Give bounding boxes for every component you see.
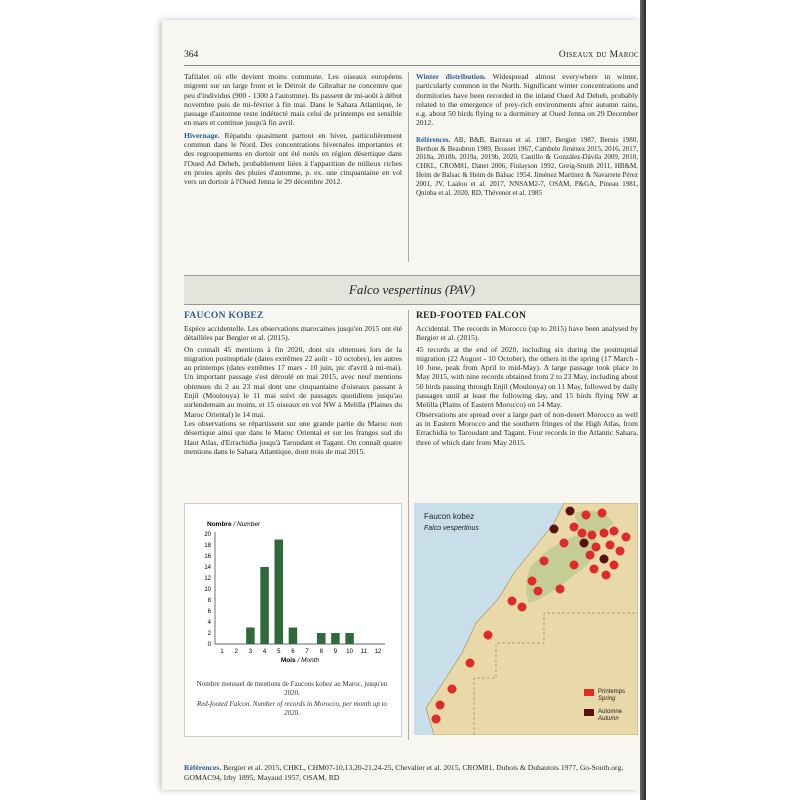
x-tick-label: 6	[291, 649, 295, 655]
spring-record-dot	[598, 509, 607, 518]
top-refs-label: Références.	[416, 135, 451, 144]
x-axis-label-en: / Month	[295, 657, 320, 664]
map-title: Faucon kobez	[424, 512, 475, 521]
top-refs-text: AB, B&B, Barreau et al. 1987, Bergier 1987, Bernis 1980, Berthon & Beaubrun 1989, Brosset 1967, Cambelo Jiménez 2015, 2016, 2017, 2018a, 2018b, 2019a, 2019b, 2020, Castillo & González-Dávila 2009, 2010, CHKL, CROM81, Danet 2006, Finlayson 1992, Greig-Smith 2011, HB&M, Heim de Balsac & Heim de Balsac 1954, Jiménez Martínez & Navarrete Pérez 2001, JV, Laalou et al. 2017, NNSAM2-7, OSAM, P&GA, Pineau 1981, Qninba et al. 2020, RD, Thévenot et al. 1985	[416, 135, 638, 197]
spring-record-dot	[610, 561, 619, 570]
french-heading: FAUCON KOBEZ	[184, 311, 264, 321]
distribution-map	[414, 503, 638, 735]
legend-autumn-en: Autumn	[598, 716, 619, 722]
bar-month-10	[345, 633, 354, 644]
autumn-record-dot	[600, 555, 609, 564]
x-tick-label: 5	[277, 649, 281, 655]
y-tick-label: 2	[207, 631, 211, 637]
x-tick-label: 10	[346, 649, 353, 655]
distribution-map-svg	[414, 503, 638, 735]
y-tick-label: 20	[204, 532, 211, 538]
y-axis-label-en: / Number	[231, 521, 261, 528]
spring-record-dot	[528, 577, 537, 586]
spring-record-dot	[586, 551, 595, 560]
hivernage-para	[184, 131, 402, 187]
book-page	[162, 20, 640, 790]
y-tick-label: 4	[207, 620, 211, 626]
spring-record-dot	[508, 597, 517, 606]
french-para-1: Espèce accidentelle. Les observations marocaines jusqu'en 2015 ont été détaillées par Bergier et al. (2015).	[184, 324, 402, 343]
top-french-para: Tafilalet où elle devient moins commune. Les oiseaux européens migrent sur un large front et le Détroit de Gibraltar ne concentre que peu d'individus (900 - 1300 à l'automne). Ils passent de mi-août à début novembre puis de mi-février à fin mai. Dans le Sahara Atlantique, le passage d'automne reste indétecté mais celui de printemps est sensible en mars et continue jusqu'à fin avril.	[184, 72, 402, 128]
bar-month-6	[289, 628, 298, 645]
spring-record-dot	[466, 659, 475, 668]
y-tick-label: 8	[207, 598, 211, 604]
hivernage-label: Hivernage.	[184, 130, 220, 140]
bottom-refs-text: Bergier et al. 2015, CHKL, CHM07-10,13,20-21,24-25, Chevalier et al. 2015, CROM81, Dubois & Duhautois 1977, Go-South.org, GOMAC94, Irby 1895, Mayaud 1957, OSAM, RD	[184, 763, 624, 782]
spring-record-dot	[606, 541, 615, 550]
autumn-record-dot	[550, 525, 559, 534]
english-column	[416, 324, 638, 447]
spring-record-dot	[610, 527, 619, 536]
x-tick-label: 9	[333, 649, 338, 655]
spring-record-dot	[602, 571, 611, 580]
map-subtitle: Falco vespertinus	[424, 525, 479, 532]
spring-record-dot	[432, 715, 441, 724]
y-tick-label: 10	[204, 587, 211, 593]
top-column-divider	[408, 72, 409, 262]
header-rule	[184, 65, 640, 66]
spring-record-dot	[582, 511, 591, 520]
spring-record-dot	[588, 531, 597, 540]
x-tick-label: 7	[305, 649, 309, 655]
winter-para	[416, 72, 638, 128]
english-heading: RED-FOOTED FALCON	[416, 311, 527, 321]
spring-record-dot	[448, 685, 457, 694]
bar-month-8	[317, 633, 326, 644]
legend-spring-fr: Printemps	[598, 689, 626, 695]
english-para-2: 45 records at the end of 2020, including six during the postnuptial migration (22 August - 10 October), the others in the spring (17 March - 10 June, peak from April to mid-May). A large passage took place in May 2015, with nine records obtained from 2 to 23 May, including about 50 birds passing through Enjil (Moulouya) on 11 May, followed by daily passages until at least the following day, and 15 birds flying NW at Melilla (Plains of Eastern Morocco) on 14 May.	[416, 344, 638, 410]
spring-record-dot	[570, 561, 579, 570]
y-tick-label: 12	[204, 576, 211, 582]
spring-record-dot	[600, 529, 609, 538]
chart-caption-en: Red-footed Falcon. Number of records in Morocco, per month up to 2020.	[196, 700, 388, 717]
species-title-band	[184, 275, 640, 305]
page-header	[184, 50, 639, 64]
x-axis-label	[281, 657, 320, 664]
page-gutter-shadow	[640, 0, 646, 800]
spring-record-dot	[616, 547, 625, 556]
english-para-3: Observations are spread over a large part of non-desert Morocco as well as in Eastern Morocco and the southern fringes of the High Atlas, from Errachidia to Taroudant and Tagant. Four records in the Atlantic Sahara, three of which date from May 2015.	[416, 409, 638, 447]
french-para-2: On connaît 45 mentions à fin 2020, dont six obtenues lors de la migration postnuptiale (dates extrêmes 22 août - 10 octobre), les autres au printemps (dates extrêmes 17 mars - 10 juin, pic d'avril à mi-mai). Un important passage s'est déroulé en mai 2015, avec neuf mentions obtenues du 2 au 23 mai dont une cinquantaine d'oiseaux passant à Enjil (Moulouya) le 11 mai suivi de passages quotidiens jusqu'au surlendemain au moins, et 15 oiseaux en vol NW à Melilla (Plaines du Maroc Oriental) le 14 mai.	[184, 344, 402, 419]
hivernage-text: Répandu quasiment partout en hiver, particulièrement commun dans le Nord. Des concentrations hivernales importantes et des regroupements en dortoir ont été notés en région désertique dans l'Oued Ad Deheb, probablement liées à l'apparition de milieux riches en proies après des pluies d'automne, p. ex. une cinquantaine en vol vers un dortoir à l'Oued Jenna le 29 décembre 2012.	[184, 130, 402, 187]
bar-chart-svg	[185, 504, 401, 674]
y-tick-label: 16	[204, 554, 211, 560]
y-tick-label: 6	[207, 609, 211, 615]
chart-caption-fr: Nombre mensuel de mentions de Faucons kobez au Maroc, jusqu'en 2020.	[196, 680, 388, 697]
legend-autumn-fr: Automne	[598, 709, 623, 715]
spring-record-dot	[540, 557, 549, 566]
spring-record-dot	[436, 701, 445, 710]
x-tick-label: 4	[262, 649, 267, 655]
x-tick-label: 8	[319, 649, 323, 655]
legend-autumn-swatch	[584, 709, 594, 716]
spring-record-dot	[534, 587, 543, 596]
autumn-record-dot	[566, 507, 575, 516]
y-tick-label: 18	[204, 543, 211, 549]
x-tick-label: 3	[248, 649, 253, 655]
y-tick-label: 0	[207, 642, 211, 648]
x-axis-label-fr: Mois	[280, 657, 296, 664]
spring-record-dot	[590, 565, 599, 574]
french-column	[184, 324, 402, 456]
autumn-record-dot	[580, 539, 589, 548]
bar-month-5	[275, 540, 284, 645]
bar-month-4	[260, 567, 269, 644]
spring-record-dot	[578, 529, 587, 538]
spring-record-dot	[622, 533, 631, 542]
spring-record-dot	[556, 585, 565, 594]
winter-text: Widespread almost everywhere in winter, particularly common in the North. Significant winter concentrations and dormitories have been recorded in the inland Oued Ad Deheb, probably related to the emergence of prey-rich environments after autumn rains, e.g. about 50 birds flying to a dormitory at Oued Jenna on 29 December 2012.	[416, 72, 638, 128]
spring-record-dot	[518, 603, 527, 612]
winter-label: Winter distribution.	[416, 72, 486, 81]
y-axis-label	[207, 521, 261, 528]
species-column-divider	[408, 310, 409, 740]
x-tick-label: 11	[360, 649, 367, 655]
x-tick-label: 1	[220, 649, 224, 655]
spring-record-dot	[560, 539, 569, 548]
legend-spring-en: Spring	[598, 696, 616, 702]
x-tick-label: 12	[374, 649, 382, 655]
y-axis-label-fr: Nombre	[207, 521, 232, 528]
running-head: Oiseaux du Maroc	[558, 50, 639, 60]
species-title: Falco vespertinus (PAV)	[348, 282, 476, 297]
bottom-references	[184, 763, 640, 782]
spring-record-dot	[570, 523, 579, 532]
english-para-1: Accidental. The records in Morocco (up to 2015) have been analysed by Bergier et al. (2015).	[416, 324, 638, 343]
bottom-refs-label: Références.	[184, 763, 222, 772]
bar-month-9	[331, 633, 340, 644]
legend-spring-swatch	[584, 689, 594, 696]
x-tick-label: 2	[234, 649, 238, 655]
top-english-column	[416, 72, 638, 197]
french-para-3: Les observations se répartissent sur une grande partie du Maroc non désertique ainsi que dans le Maroc Oriental et sur les franges sud du Haut Atlas, d'Errachidia jusqu'à Taroudant et Tagant. On connaît quatre mentions dans le Sahara Atlantique, dont trois de mai 2015.	[184, 418, 402, 456]
chart-caption	[192, 680, 392, 718]
top-french-column	[184, 72, 402, 187]
page-number: 364	[184, 50, 199, 60]
bar-month-3	[246, 628, 255, 645]
spring-record-dot	[592, 543, 601, 552]
spring-record-dot	[484, 631, 493, 640]
y-tick-label: 14	[204, 565, 211, 571]
top-refs-para	[416, 136, 638, 198]
